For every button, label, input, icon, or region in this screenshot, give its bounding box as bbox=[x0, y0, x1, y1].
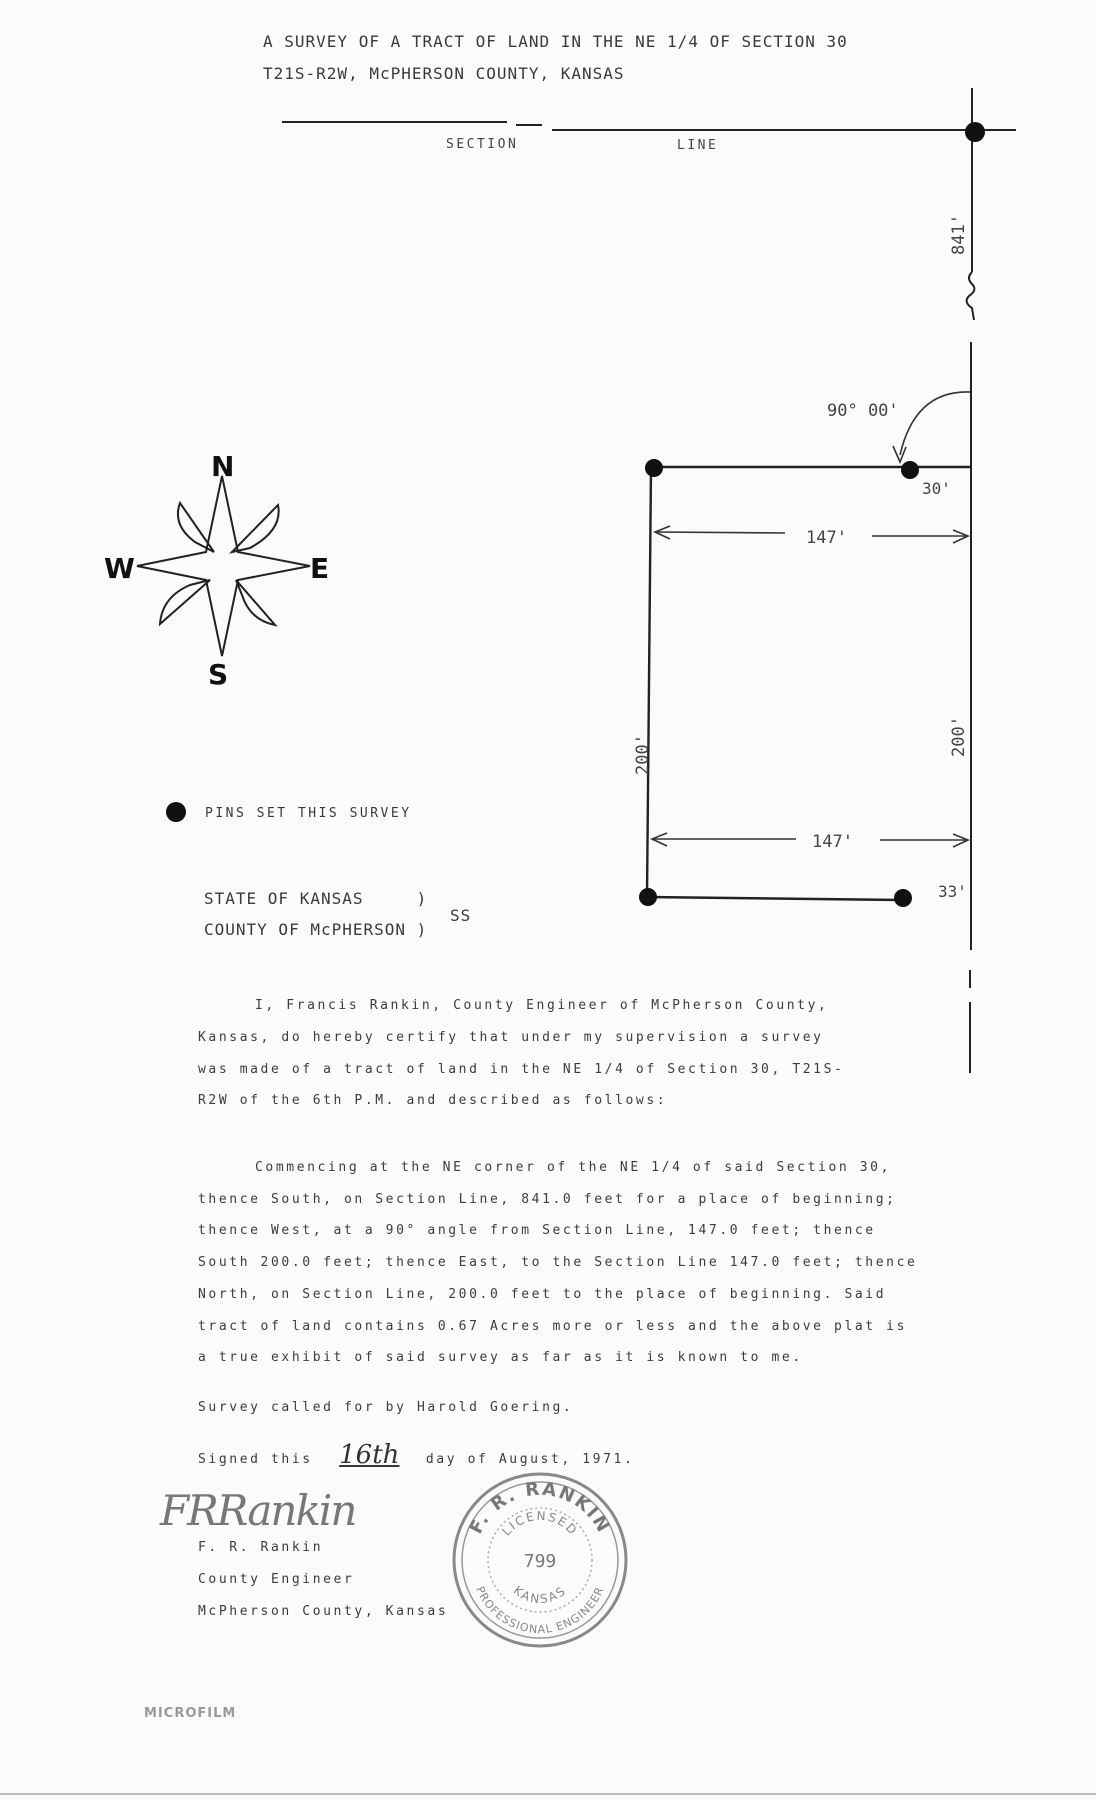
signed-prefix: Signed this bbox=[198, 1452, 313, 1467]
desc-line-1: Commencing at the NE corner of the NE 1/4 of said Section 30, bbox=[255, 1160, 892, 1175]
pin-ne bbox=[901, 461, 919, 479]
pin-sw bbox=[639, 888, 657, 906]
engineer-seal bbox=[450, 1470, 630, 1650]
dim-841: 841' bbox=[949, 214, 969, 255]
venue-ss: SS bbox=[450, 906, 472, 925]
cert-line-3: was made of a tract of land in the NE 1/4 of Section 30, T21S- bbox=[198, 1062, 845, 1077]
page-edge bbox=[0, 1793, 1096, 1795]
compass-w: W bbox=[104, 552, 135, 585]
signer-county: McPherson County, Kansas bbox=[198, 1604, 449, 1619]
legend-label: PINS SET THIS SURVEY bbox=[205, 806, 412, 821]
angle-label: 90° 00' bbox=[827, 401, 899, 421]
signed-line bbox=[198, 1440, 634, 1470]
desc-line-3: thence West, at a 90° angle from Section Line, 147.0 feet; thence bbox=[198, 1223, 876, 1238]
survey-title-line2: T21S-R2W, McPHERSON COUNTY, KANSAS bbox=[263, 64, 625, 83]
line-label: LINE bbox=[677, 138, 719, 153]
signed-day: 16th bbox=[339, 1440, 400, 1470]
signature-script: FRRankin bbox=[160, 1486, 356, 1535]
desc-line-5: North, on Section Line, 200.0 feet to the place of beginning. Said bbox=[198, 1287, 887, 1302]
dim-200-left: 200' bbox=[633, 734, 653, 775]
ne-corner-pin bbox=[965, 122, 985, 142]
called-for-line: Survey called for by Harold Goering. bbox=[198, 1400, 574, 1415]
venue-county: COUNTY OF McPHERSON ) bbox=[204, 920, 428, 939]
seal-bottom: PROFESSIONAL ENGINEER bbox=[473, 1584, 607, 1637]
signed-suffix: day of August, 1971. bbox=[425, 1452, 635, 1467]
seal-licensed: LICENSED bbox=[499, 1508, 581, 1539]
compass-n: N bbox=[211, 450, 235, 483]
dim-147-top: 147' bbox=[806, 528, 847, 548]
cert-line-1: I, Francis Rankin, County Engineer of McPherson County, bbox=[255, 998, 829, 1013]
dim-147-bottom: 147' bbox=[812, 832, 853, 852]
cert-line-4: R2W of the 6th P.M. and described as follows: bbox=[198, 1093, 668, 1108]
svg-text:F. R. RANKIN bbox=[466, 1479, 615, 1538]
signer-title: County Engineer bbox=[198, 1572, 355, 1587]
microfilm-stamp: MICROFILM bbox=[144, 1706, 237, 1721]
seal-top: F. R. RANKIN bbox=[465, 1478, 615, 1538]
angle-arc bbox=[900, 392, 970, 455]
section-label: SECTION bbox=[446, 137, 519, 152]
dim-147-bottom-arrows bbox=[652, 833, 968, 847]
seal-number: 799 bbox=[523, 1551, 557, 1572]
seal-state: KANSAS bbox=[510, 1583, 570, 1607]
venue-state: STATE OF KANSAS ) bbox=[204, 889, 428, 908]
signer-name: F. R. Rankin bbox=[198, 1540, 324, 1555]
desc-line-2: thence South, on Section Line, 841.0 feet for a place of beginning; bbox=[198, 1192, 897, 1207]
svg-text:KANSAS bbox=[511, 1583, 570, 1606]
dim-30: 30' bbox=[922, 479, 951, 498]
dim-200-right: 200' bbox=[949, 716, 969, 757]
desc-line-7: a true exhibit of said survey as far as it is known to me. bbox=[198, 1350, 803, 1365]
desc-line-4: South 200.0 feet; thence East, to the Section Line 147.0 feet; thence bbox=[198, 1255, 918, 1270]
compass-s: S bbox=[208, 658, 229, 691]
desc-line-6: tract of land contains 0.67 Acres more or less and the above plat is bbox=[198, 1319, 908, 1334]
survey-title-line1: A SURVEY OF A TRACT OF LAND IN THE NE 1/4 OF SECTION 30 bbox=[263, 32, 848, 51]
section-line-horizontal bbox=[282, 122, 1016, 130]
legend-pin-icon bbox=[166, 802, 186, 822]
dim-33: 33' bbox=[938, 882, 967, 901]
pin-se bbox=[894, 889, 912, 907]
pin-nw bbox=[645, 459, 663, 477]
compass-e: E bbox=[310, 552, 330, 585]
compass-rose bbox=[137, 476, 310, 656]
svg-text:LICENSED bbox=[499, 1509, 581, 1539]
cert-line-2: Kansas, do hereby certify that under my supervision a survey bbox=[198, 1030, 824, 1045]
